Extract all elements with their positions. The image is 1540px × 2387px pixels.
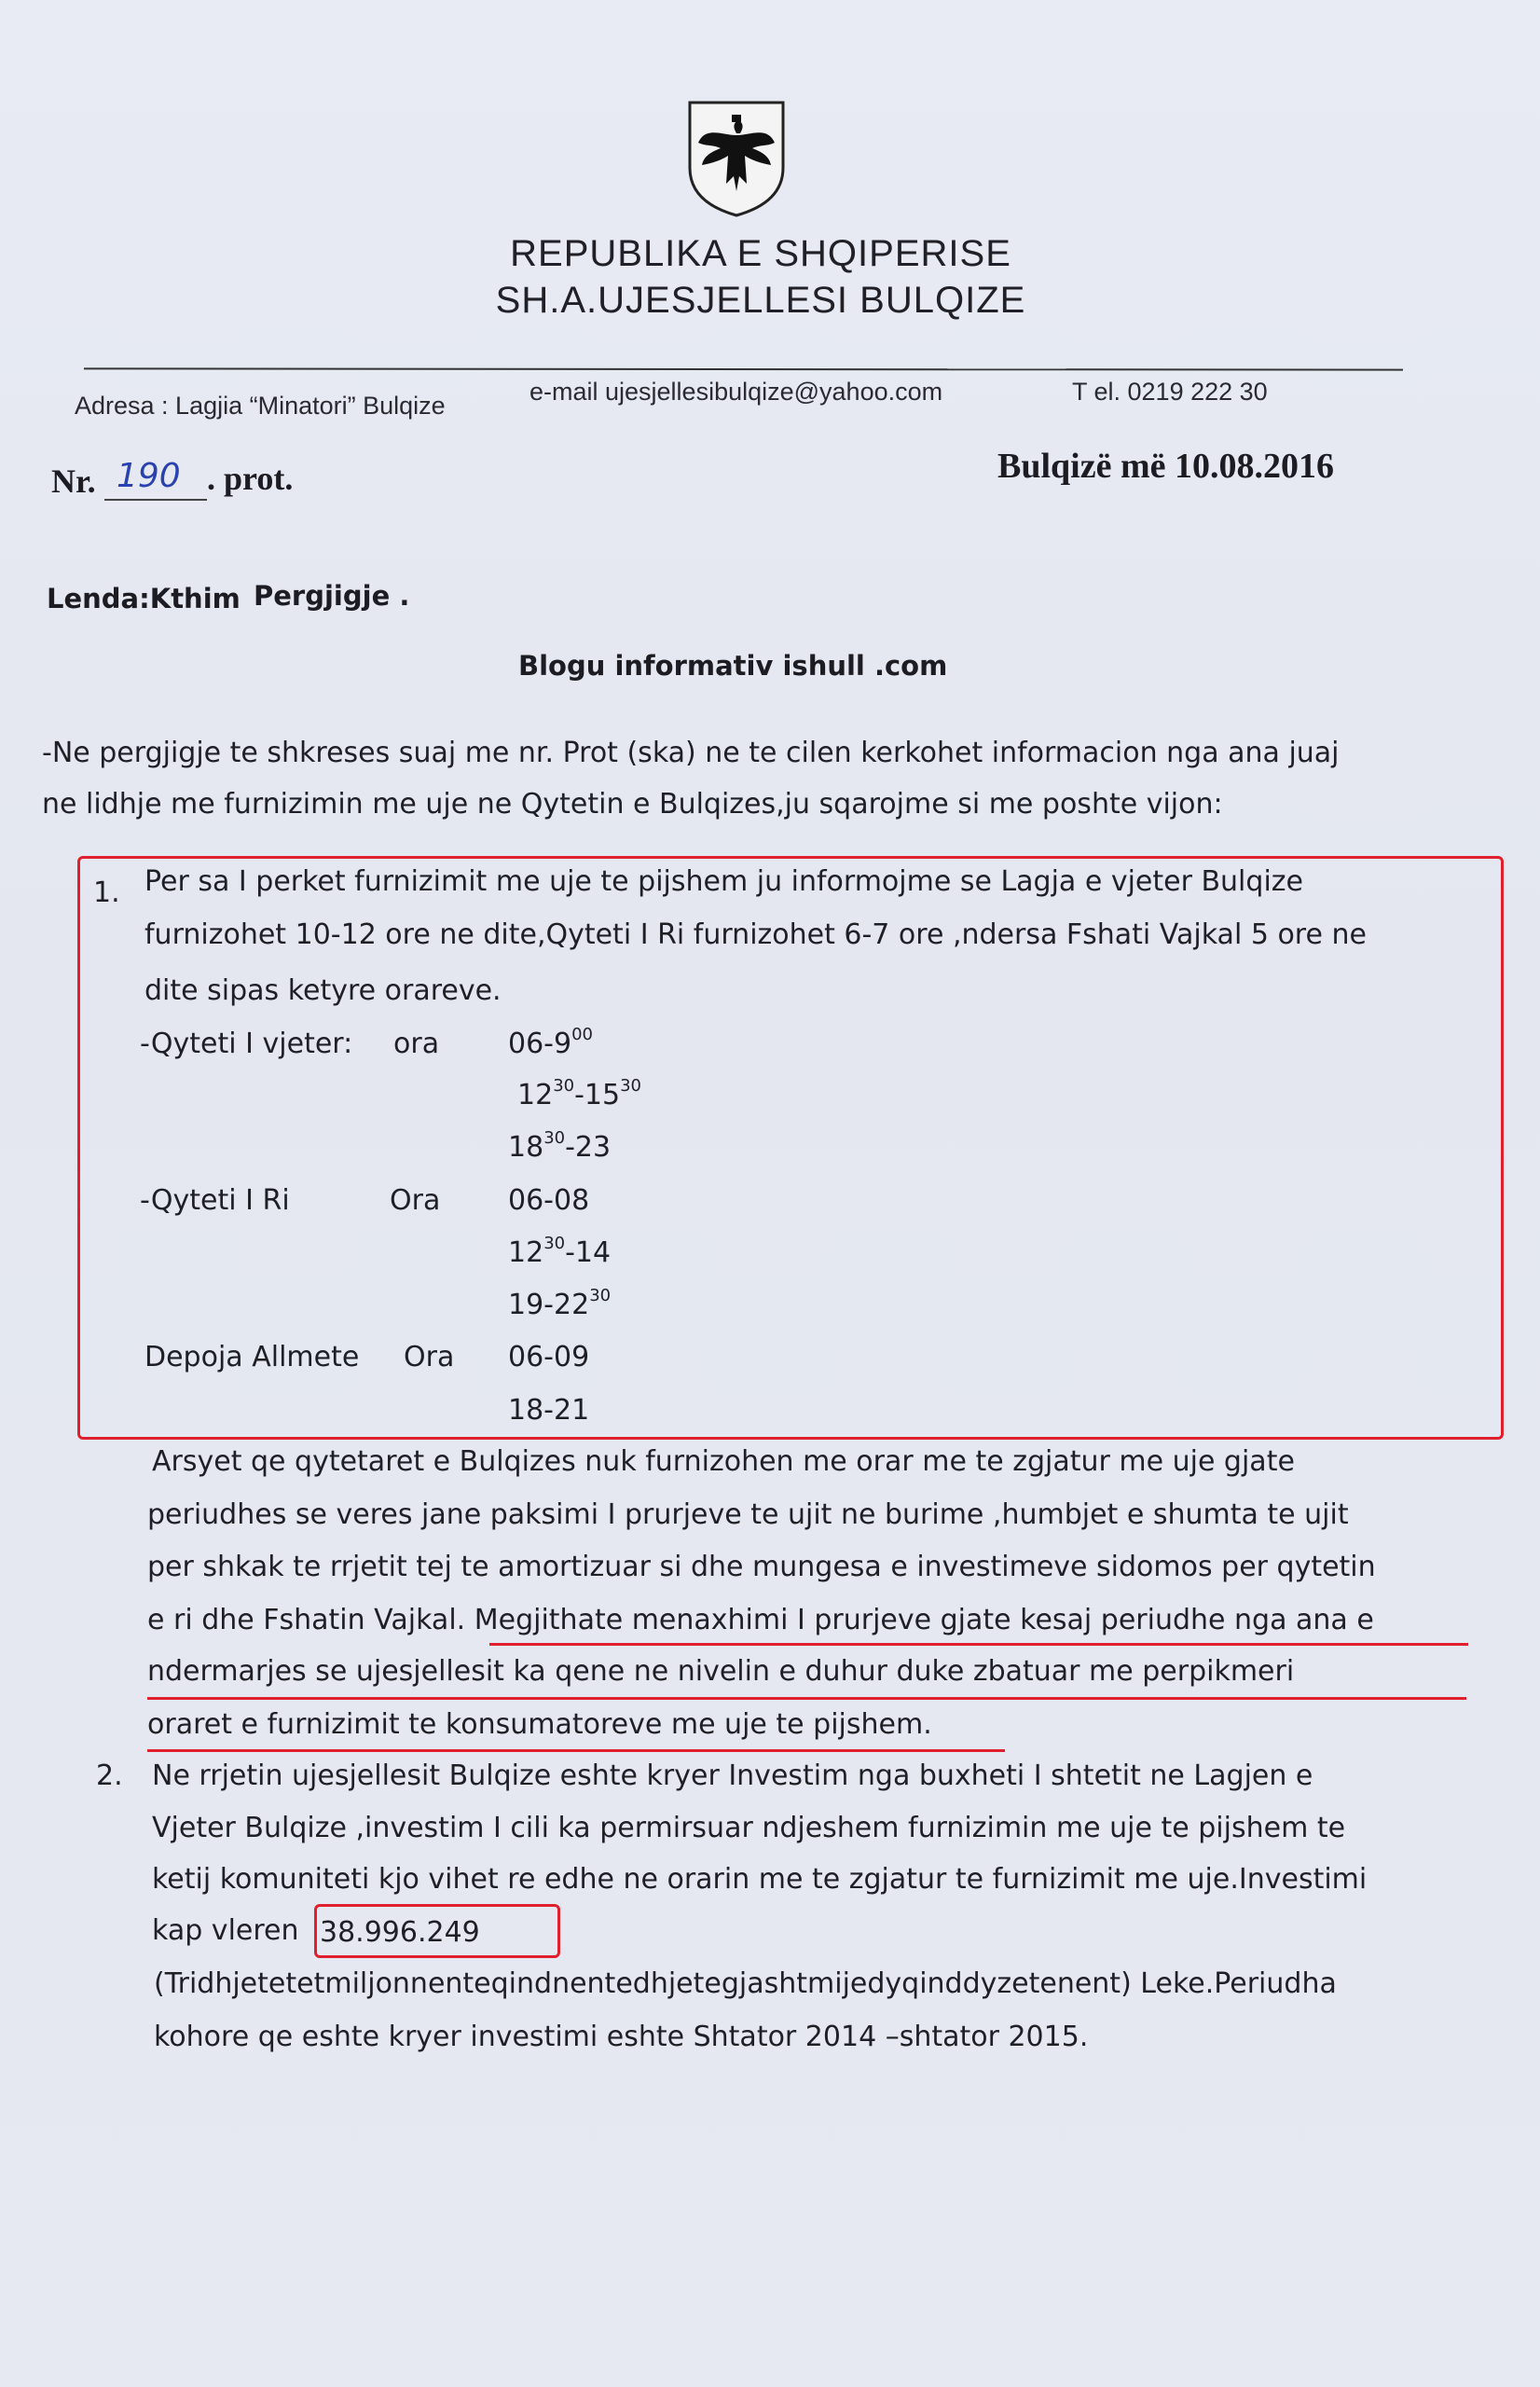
item1-line-1: Per sa I perket furnizimit me uje te pijshem ju informojme se Lagja e vjeter Bulqize — [144, 865, 1303, 898]
investment-value: 38.996.249 — [320, 1916, 480, 1949]
company-heading: SH.A.UJESJELLESI BULQIZE — [495, 280, 1026, 321]
nr-handwritten-value: 190 — [117, 457, 181, 495]
highlight-underline-2 — [147, 1697, 1466, 1700]
item2-value-label: kap vleren — [152, 1914, 299, 1947]
reasons-line-5: ndermarjes se ujesjellesit ka qene ne nivelin e duhur duke zbatuar me perpikmeri — [147, 1655, 1295, 1688]
intro-line-1: -Ne pergjigje te shkreses suaj me nr. Prot (ska) ne te cilen kerkohet informacion nga ana juaj — [42, 737, 1340, 769]
schedule-old-time-1: $06-9^{00}$ — [508, 1025, 593, 1060]
reasons-line-4: e ri dhe Fshatin Vajkal. Megjithate menaxhimi I prurjeve gjate kesaj periudhe nga ana e — [147, 1604, 1374, 1636]
schedule-depot-label: Depoja Allmete — [144, 1341, 360, 1373]
albanian-coat-of-arms-icon — [685, 98, 788, 219]
prot-label: . prot. — [207, 460, 294, 497]
highlight-underline-3 — [147, 1749, 1005, 1752]
subject-label: Lenda:Kthim — [47, 583, 241, 614]
item2-line-2: Vjeter Bulqize ,investim I cili ka permirsuar ndjeshem furnizimin me uje te pijshem te — [152, 1812, 1346, 1844]
reasons-line-2: periudhes se veres jane paksimi I prurjeve te ujit ne burime ,humbjet e shumta te ujit — [147, 1498, 1349, 1531]
schedule-depot-ora: Ora — [404, 1341, 455, 1373]
item1-line-3: dite sipas ketyre orareve. — [144, 974, 502, 1007]
schedule-old-ora: ora — [393, 1028, 440, 1060]
item1-number: 1. — [93, 876, 120, 909]
schedule-new-time-1: 06-08 — [508, 1184, 590, 1217]
schedule-new-time-3: $19-22^{30}$ — [508, 1286, 612, 1321]
item2-period: kohore qe eshte kryer investimi eshte Shtator 2014 –shtator 2015. — [154, 2021, 1089, 2053]
schedule-depot-time-2: 18-21 — [508, 1394, 590, 1427]
nr-label: Nr. — [51, 462, 96, 500]
item2-line-1: Ne rrjetin ujesjellesit Bulqize eshte kryer Investim nga buxheti I shtetit ne Lagjen e — [152, 1759, 1313, 1792]
email-line: e-mail ujesjellesibulqize@yahoo.com — [529, 378, 943, 406]
place-date: Bulqizë më 10.08.2016 — [997, 447, 1334, 486]
schedule-depot-time-1: 06-09 — [508, 1341, 590, 1373]
item1-line-2: furnizohet 10-12 ore ne dite,Qyteti I Ri furnizohet 6-7 ore ,ndersa Fshati Vajkal 5 ore ne — [144, 918, 1367, 951]
recipient: Blogu informativ ishull .com — [518, 650, 948, 682]
reasons-line-1: Arsyet qe qytetaret e Bulqizes nuk furnizohen me orar me te zgjatur me uje gjate — [152, 1445, 1295, 1478]
schedule-new-time-2: $12^{30}-14$ — [508, 1234, 612, 1269]
schedule-old-time-3: $18^{30}-23$ — [508, 1128, 612, 1164]
header-divider — [84, 367, 1403, 370]
schedule-old-label: -Qyteti I vjeter: — [140, 1028, 353, 1060]
schedule-new-ora: Ora — [390, 1184, 441, 1217]
schedule-new-label: -Qyteti I Ri — [140, 1184, 290, 1217]
nr-underline — [104, 499, 207, 501]
schedule-old-time-2: $12^{30}-15^{30}$ — [517, 1076, 641, 1111]
item2-number: 2. — [96, 1759, 123, 1792]
highlight-underline-1 — [489, 1643, 1468, 1646]
item2-words: (Tridhjetetetmiljonnenteqindnentedhjetegjashtmijedyqinddyzetenent) Leke.Periudha — [154, 1967, 1337, 2000]
phone-line: T el. 0219 222 30 — [1072, 378, 1268, 406]
reasons-line-6: oraret e furnizimit te konsumatoreve me uje te pijshem. — [147, 1708, 932, 1741]
item2-line-3: ketij komuniteti kjo vihet re edhe ne orarin me te zgjatur te furnizimit me uje.Investimi — [152, 1863, 1368, 1896]
reasons-line-3: per shkak te rrjetit tej te amortizuar si dhe mungesa e investimeve sidomos per qytetin — [147, 1551, 1376, 1583]
intro-line-2: ne lidhje me furnizimin me uje ne Qytetin e Bulqizes,ju sqarojme si me poshte vijon: — [42, 788, 1223, 821]
address-line: Adresa : Lagjia “Minatori” Bulqize — [75, 392, 446, 420]
highlight-box-value — [314, 1904, 560, 1958]
subject-text: Pergjigje . — [254, 580, 410, 612]
country-heading: REPUBLIKA E SHQIPERISE — [510, 233, 1011, 274]
